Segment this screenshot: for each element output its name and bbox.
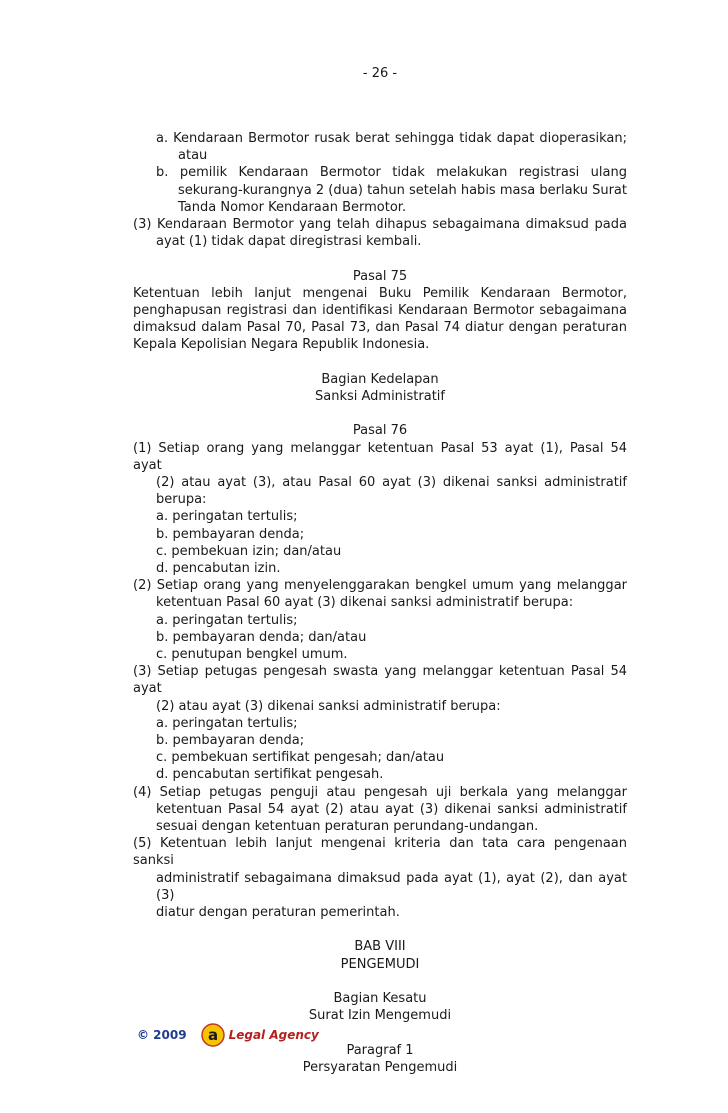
text-line: a. Kendaraan Bermotor rusak berat sehingga tidak dapat dioperasikan; [156,131,627,146]
paragraph-heading: Paragraf 1 [346,1042,414,1058]
list-item: c. pembekuan izin; dan/atau [156,543,342,559]
text-line: sekurang-kurangnya 2 (dua) tahun setelah habis masa berlaku Surat [178,182,627,198]
article-heading: Pasal 76 [352,423,408,439]
list-item: d. pencabutan sertifikat pengesah. [156,767,384,783]
text-line: (2) atau ayat (3), atau Pasal 60 ayat (3) dikenai sanksi administratif [156,475,627,491]
section-heading: Bagian Kedelapan [321,371,439,387]
legal-agency-logo-icon [201,1023,225,1047]
text-line: Kepala Kepolisian Negara Republik Indonesia. [133,337,430,353]
section-title: Surat Izin Mengemudi [308,1008,452,1024]
list-item: c. penutupan bengkel umum. [156,647,348,663]
text-line: Tanda Nomor Kendaraan Bermotor. [178,199,407,215]
text-line: (3) Kendaraan Bermotor yang telah dihapus sebagaimana dimaksud pada [133,217,627,233]
text-line: Ketentuan lebih lanjut mengenai Buku Pemilik Kendaraan Bermotor, [133,285,627,301]
text-line: (4) Setiap petugas penguji atau pengesah uji berkala yang melanggar [133,784,627,800]
text-line: administratif sebagaimana dimaksud pada ayat (1), ayat (2), dan ayat (3) [156,870,627,903]
agency-name: Legal Agency [228,1028,319,1042]
text-line: ayat (1) tidak dapat diregistrasi kembali. [156,234,422,250]
list-item: b. pembayaran denda; dan/atau [156,629,367,645]
text-line: sesuai dengan ketentuan peraturan perundang-undangan. [156,819,539,835]
list-item: b. pembayaran denda; [156,526,305,542]
text-line: atau [178,148,208,164]
list-item: a. peringatan tertulis; [156,612,298,628]
copyright-text: © 2009 [137,1028,187,1042]
logo-letter: a [207,1026,218,1044]
list-item: b. pembayaran denda; [156,733,305,749]
text-line: (5) Ketentuan lebih lanjut mengenai kriteria dan tata cara pengenaan sanksi [133,836,627,869]
text-line: b. pemilik Kendaraan Bermotor tidak melakukan registrasi ulang [156,165,627,181]
list-item: d. pencabutan izin. [156,561,281,577]
page-number: - 26 - [362,66,398,81]
section-heading: Bagian Kesatu [333,991,427,1007]
text-line: berupa: [156,492,207,508]
document-body [133,130,627,1076]
chapter-title: PENGEMUDI [340,956,420,972]
section-title: Sanksi Administratif [314,389,445,405]
text-line: ketentuan Pasal 54 ayat (2) atau ayat (3) dikenai sanksi administratif [156,801,627,817]
text-line: penghapusan registrasi dan identifikasi Kendaraan Bermotor sebagaimana [133,303,627,319]
footer [137,1022,319,1048]
text-line: (2) Setiap orang yang menyelenggarakan bengkel umum yang melanggar [133,578,627,594]
text-line: (2) atau ayat (3) dikenai sanksi administratif berupa: [156,698,501,714]
list-item: c. pembekuan sertifikat pengesah; dan/atau [156,750,445,766]
text-line: diatur dengan peraturan pemerintah. [156,905,400,921]
list-item: a. peringatan tertulis; [156,509,298,525]
paragraph-title: Persyaratan Pengemudi [302,1059,458,1075]
text-line: ketentuan Pasal 60 ayat (3) dikenai sanksi administratif berupa: [156,595,574,611]
text-line: dimaksud dalam Pasal 70, Pasal 73, dan Pasal 74 diatur dengan peraturan [133,320,627,336]
text-line: (1) Setiap orang yang melanggar ketentuan Pasal 53 ayat (1), Pasal 54 ayat [133,440,627,473]
list-item: a. peringatan tertulis; [156,715,298,731]
article-heading: Pasal 75 [352,268,408,284]
chapter-heading: BAB VIII [354,939,406,955]
text-line: (3) Setiap petugas pengesah swasta yang melanggar ketentuan Pasal 54 ayat [133,664,627,697]
